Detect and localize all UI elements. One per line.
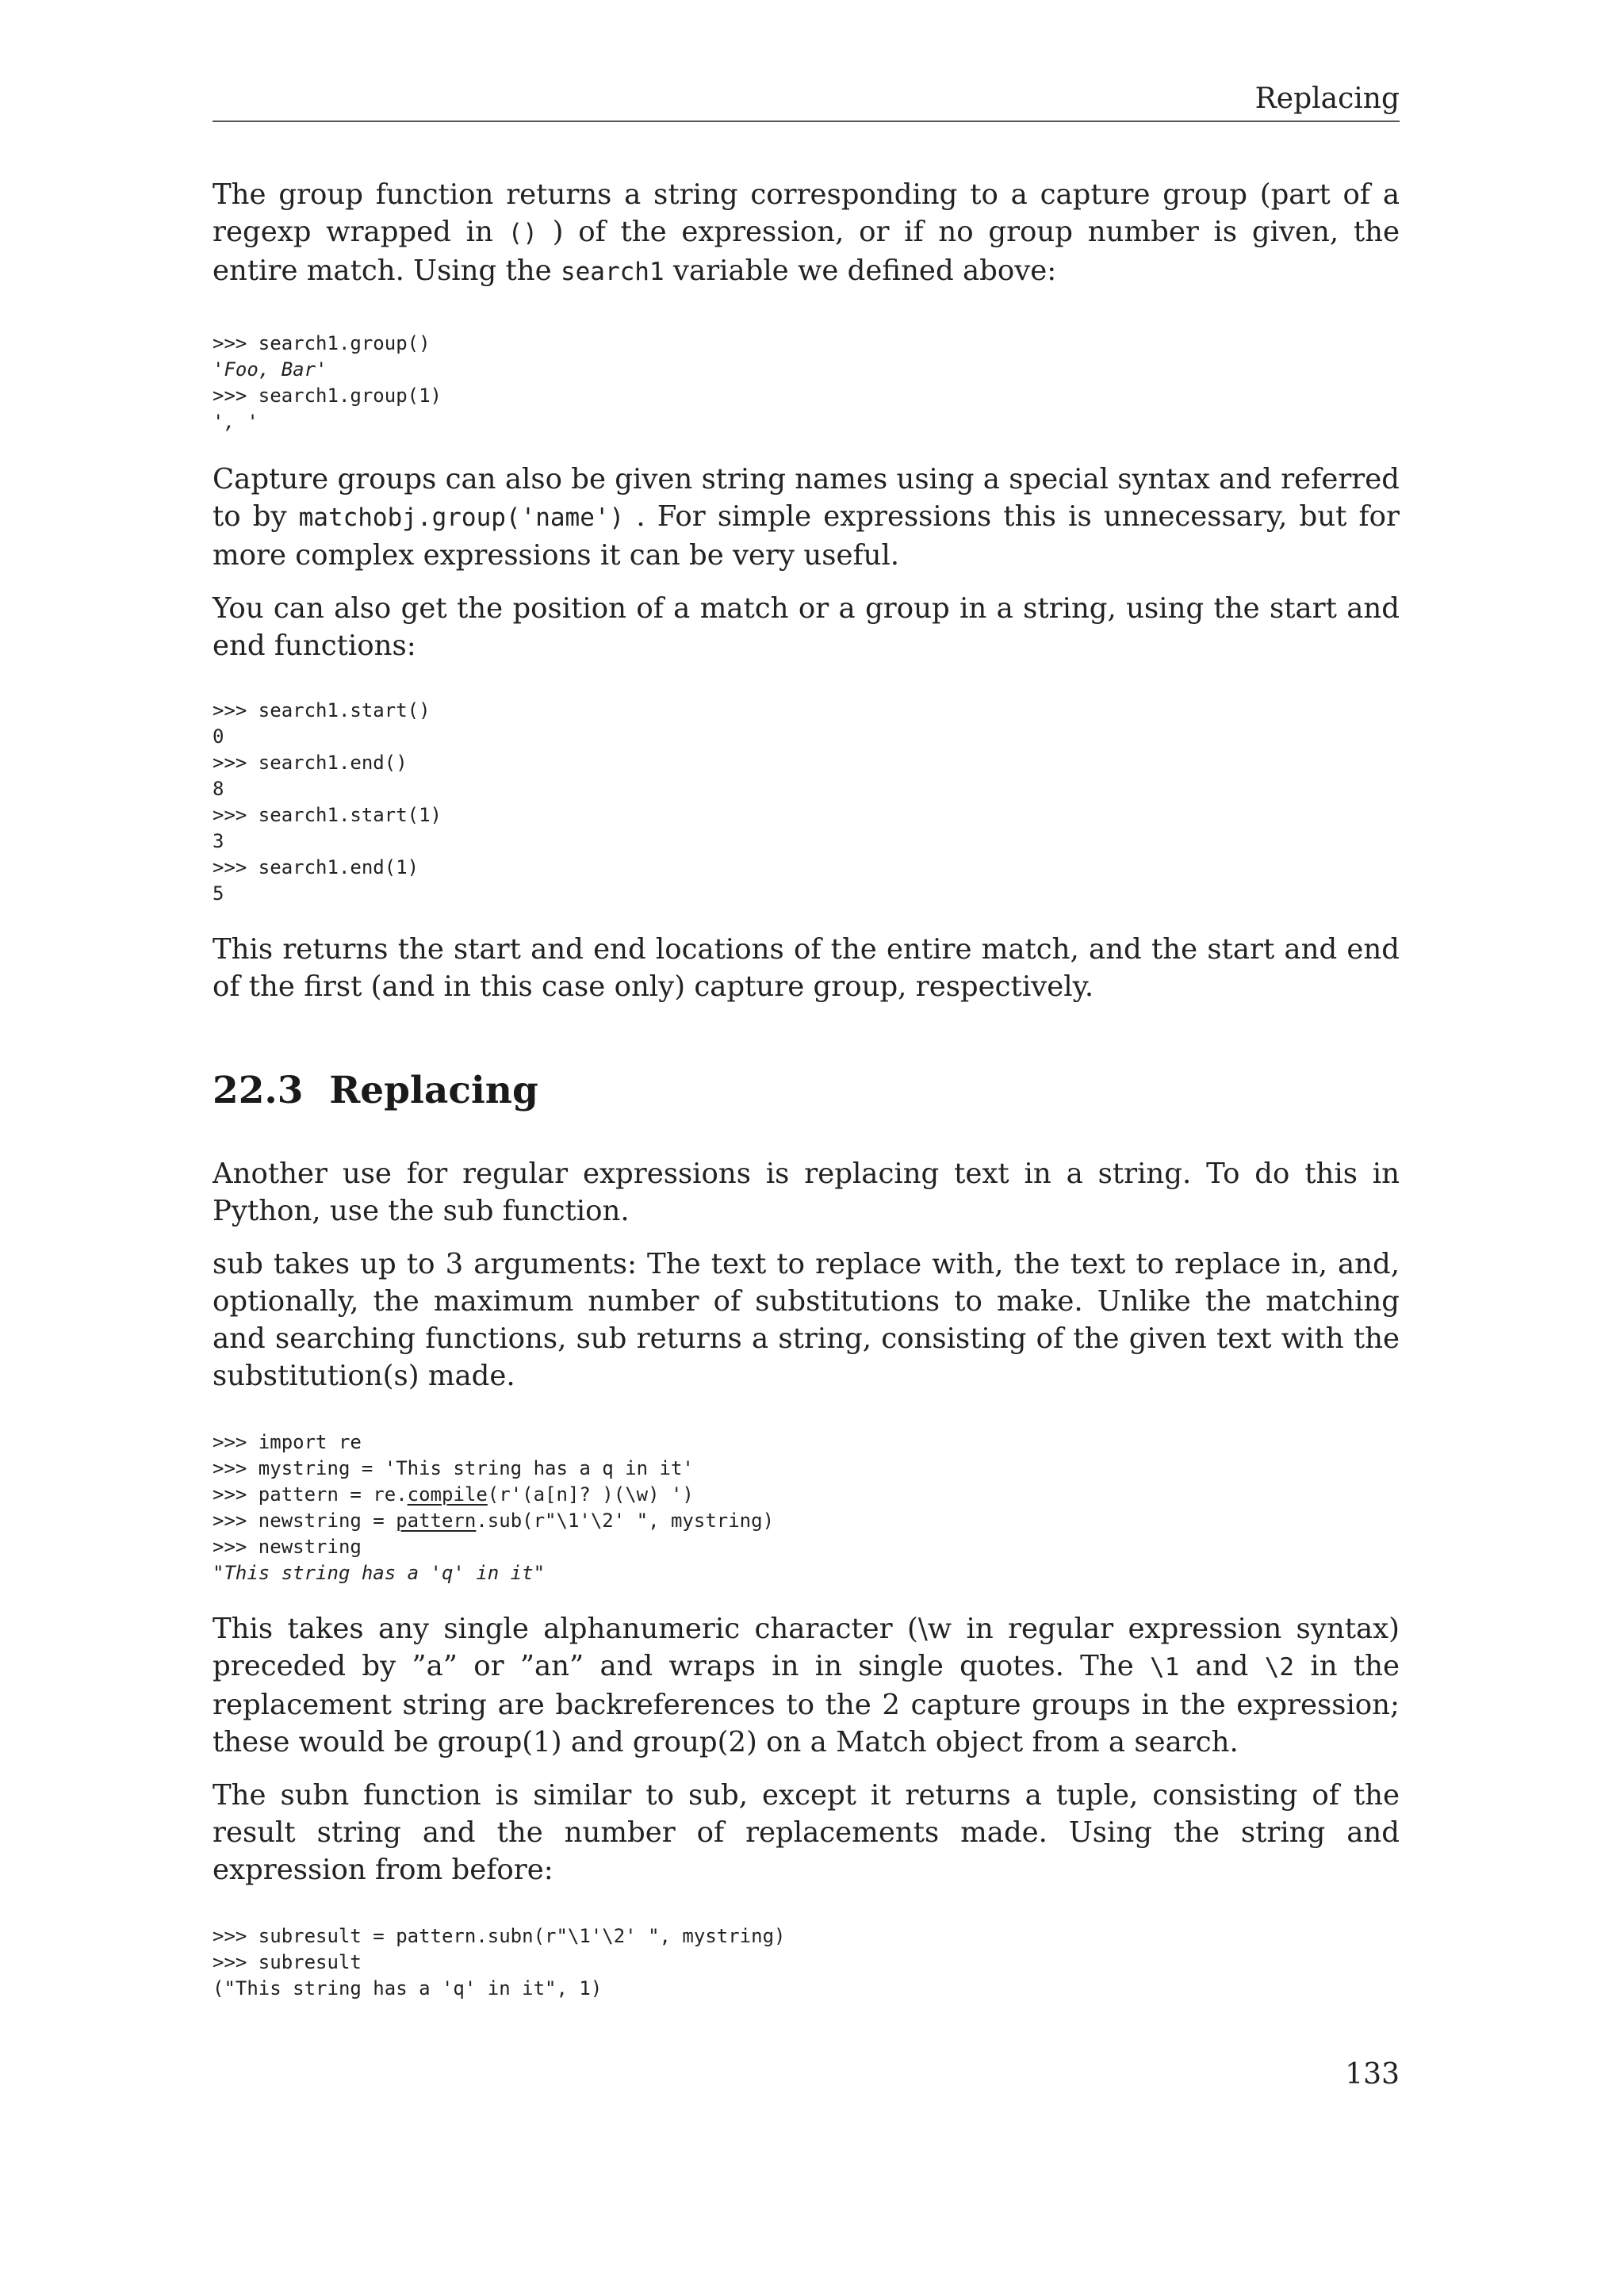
code-output: 5: [213, 882, 224, 905]
code-line: >>> import re: [213, 1431, 362, 1453]
code-block-group: [213, 331, 1400, 435]
inline-code: \1: [1150, 1653, 1180, 1682]
text: and: [1179, 1650, 1265, 1682]
code-line: >>> subresult: [213, 1951, 362, 1973]
code-output: ("This string has a 'q' in it", 1): [213, 1977, 603, 1999]
code-line: >>> newstring =: [213, 1510, 396, 1532]
inline-code: matchobj.group('name'): [298, 503, 625, 532]
running-header: Replacing: [1254, 82, 1400, 115]
code-output: 0: [213, 725, 224, 748]
inline-code: (): [508, 219, 538, 247]
code-block-start-end: [213, 698, 1400, 907]
code-output: "This string has a 'q' in it": [213, 1562, 546, 1584]
text: The group function returns a string corresponding to a capture group (part of a regexp wrapped in: [213, 178, 1400, 248]
code-output: 3: [213, 830, 224, 852]
code-block-sub: [213, 1429, 1400, 1586]
text: This takes any single alphanumeric character (\w in regular expression syntax) preceded by ”a” or ”an” and wraps in in single quotes. The: [213, 1613, 1400, 1682]
code-line: >>> search1.end(): [213, 752, 408, 774]
code-line: .sub(r"\1'\2' ", mystring): [476, 1510, 775, 1532]
code-line: >>> search1.group(1): [213, 385, 442, 407]
code-line: >>> search1.start(): [213, 699, 431, 721]
code-line: >>> search1.start(1): [213, 804, 442, 826]
paragraph-named-groups: [213, 461, 1400, 574]
page-number: 133: [1345, 2058, 1400, 2091]
code-line: >>> newstring: [213, 1536, 362, 1558]
text: Capture groups can also be given string names using a special syntax and referred to by: [213, 463, 1400, 533]
paragraph-start-end: You can also get the position of a match or a group in a string, using the start and end functions:: [213, 592, 1400, 662]
text: in the replacement string are backreferences to the 2 capture groups in the expression; these would be group(1) and group(2) on a Match object from a search.: [213, 1650, 1400, 1758]
code-line: >>> mystring = 'This string has a q in it': [213, 1457, 694, 1479]
code-line: compile: [407, 1483, 488, 1506]
code-line: >>> search1.group(): [213, 332, 431, 354]
paragraph-group-function: [213, 176, 1400, 291]
page-body: [213, 176, 1400, 2002]
text: . For simple expressions this is unnecessary, but for more complex expressions it can be very useful.: [213, 500, 1400, 572]
text: ) of the expression, or if no group number is given, the entire match. Using the: [213, 216, 1400, 287]
text: variable we defined above:: [664, 254, 1057, 287]
code-output: 8: [213, 778, 224, 800]
inline-code: search1: [560, 258, 665, 286]
inline-code: \2: [1264, 1653, 1295, 1682]
code-line: >>> subresult = pattern.subn(r"\1'\2' ", mystring): [213, 1925, 786, 1947]
code-output: 'Foo, Bar': [213, 358, 327, 381]
paragraph-sub-arguments: sub takes up to 3 arguments: The text to replace with, the text to replace in, and, optionally, the maximum number of substitutions to make. Unlike the matching and searching functions, sub returns a string, consisting of the given text with the substitution(s) made.: [213, 1248, 1400, 1392]
paragraph-locations: This returns the start and end locations of the entire match, and the start and end of the first (and in this case only) capture group, respectively.: [213, 933, 1400, 1003]
code-output: ', ': [213, 411, 259, 433]
paragraph-backreferences: [213, 1610, 1400, 1761]
paragraph-subn: The subn function is similar to sub, except it returns a tuple, consisting of the result string and the number of replacements made. Using the string and expression from before:: [213, 1779, 1400, 1886]
paragraph-replacing-intro: Another use for regular expressions is replacing text in a string. To do this in Python, use the sub function.: [213, 1158, 1400, 1227]
code-block-subn: [213, 1923, 1400, 2002]
section-heading: 22.3 Replacing: [213, 1069, 538, 1112]
code-line: >>> pattern = re.: [213, 1483, 408, 1506]
code-line: (r'(a[n]? )(\w) '): [487, 1483, 694, 1506]
header-rule: [213, 121, 1400, 122]
code-line: >>> search1.end(1): [213, 856, 419, 878]
code-line: pattern: [396, 1510, 477, 1532]
